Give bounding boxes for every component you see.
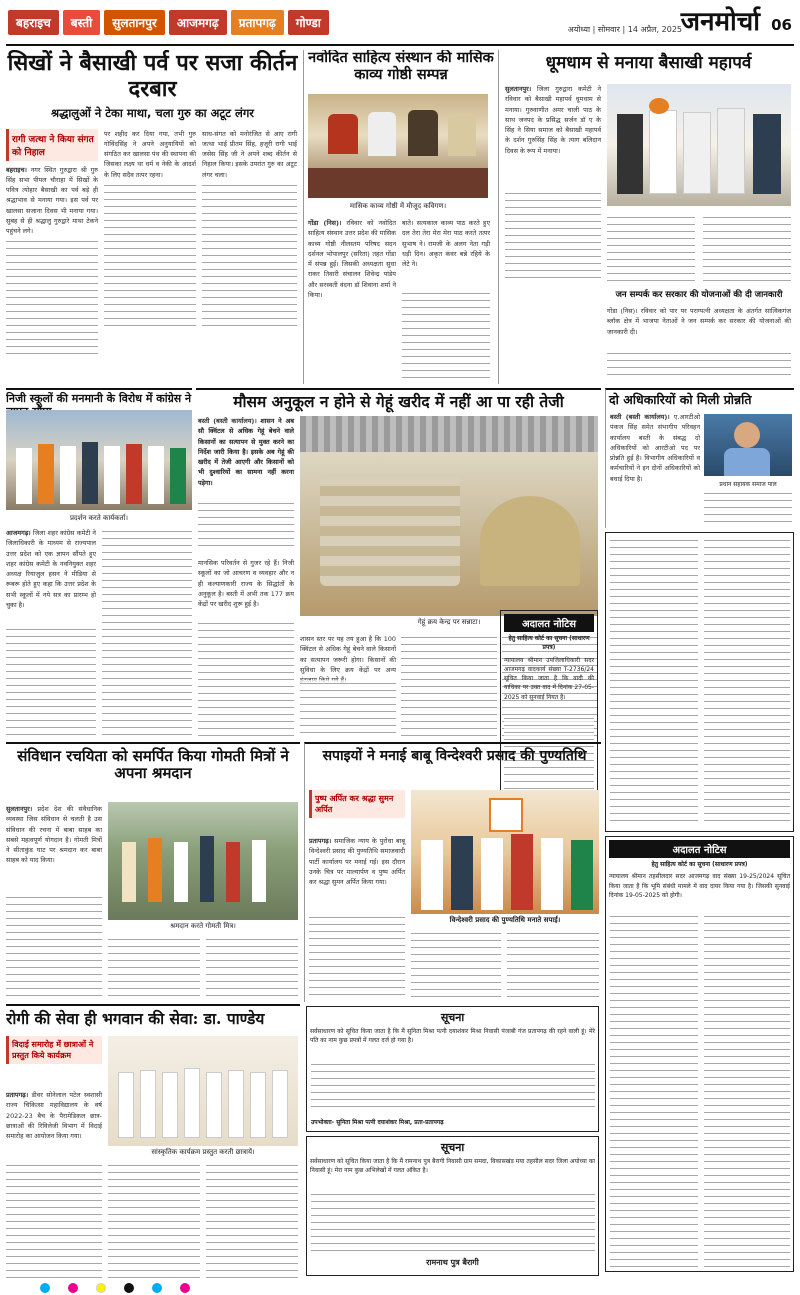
notice-subtitle: हेतु साहित्य कोर्ट का सूचना (साधारण प्रपत्र) xyxy=(508,635,590,652)
headline: रोगी की सेवा ही भगवान की सेवा: डा. पाण्डेय xyxy=(6,1009,265,1028)
photo-caption: प्रदर्शन करते कार्यकर्ता। xyxy=(69,514,129,522)
story-baisakhi-bahraich xyxy=(6,50,299,388)
body-paragraph: समाजिक न्याय के पुरोधा बाबू विन्देश्वरी प्रसाद की पुण्यतिथि समाजवादी पार्टी कार्यालय पर मनाई गई। इस दौरान उनके चित्र पर माल्यार्पण व पुष्प अर्पित कर श्रद्धा सुमन अर्पित किया गया। xyxy=(309,837,405,886)
dateline: सुलतानपुर। xyxy=(505,85,532,93)
body-text-placeholder xyxy=(607,350,791,380)
headline: धूमधाम से मनाया बैसाखी महापर्व xyxy=(545,53,752,73)
body-paragraph: रविवार को नवोदित साहित्य संस्थान उत्तर प्रदेश की मासिक काव्य गोष्ठी नीलस्तम परिषद सदन दर्शनल भोपालपुर (सरिता) तहत गोंडा में संपन्न हुई। जिसकी अध्यक्षता सुधा राकर तिवारी संचालन शिवेन्द्र पांडेय और सरस्वती वंदना डॉ शिवाना शर्मा ने किया। xyxy=(308,219,396,299)
farewell-photo xyxy=(108,1036,298,1146)
body-paragraph: जिला शहर कांग्रेस कमेटी ने जिलाधिकारी के माध्यम से राज्यपाल उत्तर प्रदेश को एक ज्ञापन सौंपते हुए शहर कांग्रेस कमेटी के नवनियुक्त शहर अध्यक्ष रियाजुल हसन ने मीडिया से रूबरू होते हुए कहा कि उत्तर प्रदेश के सभी स्कूलों में नये सत्र का प्रारम्भ हो चुका है। xyxy=(6,529,96,609)
tab-sultanpur[interactable]: सुलतानपुर xyxy=(104,10,165,35)
story-doctor-pandey xyxy=(6,1004,300,1279)
registration-dot xyxy=(68,1283,78,1293)
registration-dot xyxy=(124,1283,134,1293)
headline: मौसम अनुकूल न होने से गेहूं खरीद में नहीं आ पा रही तेजी xyxy=(233,392,564,411)
body-paragraph-3: साध-संगत को मनोरंजित से आए रागी जत्था भाई प्रीतम सिंह, हजूरी रागी भाई जसेस सिंह जी ने अपने शब्द कीर्तन से निहाल किया। इसके उपरांत गुरु का अटूट लंगर चला। xyxy=(202,129,297,179)
body-text-placeholder xyxy=(704,490,792,526)
photo-caption: प्रधान सहायक समाज पाल xyxy=(719,481,777,488)
body-text-placeholder xyxy=(108,936,200,998)
body-paragraph-2: बाते। सत्यकाल काव्य पाठ करते हुए दल तेरा तेरा मेरा मेरा पाठ करते तत्पर सुभाष ने। रामजी के अलग नेता गड़ी धड़ी दिन। अकृत कंवर बन्ने रहिये के लेटे ने। xyxy=(402,219,490,268)
tab-gonda[interactable]: गोण्डा xyxy=(288,10,329,35)
tab-bahraich[interactable]: बहराइच xyxy=(8,10,59,35)
headline: निजी स्कूलों की मनमानी के विरोध में कांग्रेस ने xyxy=(6,392,192,405)
court-notice-3 xyxy=(605,836,794,1272)
body-text-placeholder xyxy=(505,190,601,280)
dateline: सुलतानपुर। xyxy=(6,805,33,813)
brand-logo: जनमोर्चा xyxy=(680,7,761,37)
body-paragraph-2: मानसिक परिवर्तन से गुजर रहे हैं। निजी स्कूलों का जो आचरण व व्यवहार और न ही कल्याणकारी राज्य के सिद्धांतों के अनुकूल है। बस्ती में अभी तक 177 क्रय केंद्रों पर खरीद शुरू हुई है। xyxy=(198,559,294,608)
body-text-placeholder xyxy=(198,620,294,736)
dateline: प्रतापगढ़। xyxy=(6,1091,29,1099)
body-paragraph-2: पर शहीद कर दिया गया, तभी गुरु गोविंदसिंह ने अपने अनुयायियों को संगठित कर खालसा पंथ की स्थापना की जिसका लक्ष्य था धर्म व नेकी के आदर्श के लिए सदैव तत्पर रहना। xyxy=(104,129,196,179)
masthead xyxy=(0,0,800,46)
kicker xyxy=(6,129,98,161)
headline: सपाइयों ने मनाई बाबू विन्देश्वरी प्रसाद की पुण्यतिथि xyxy=(322,748,587,764)
date-line: अयोध्या | सोमवार | 14 अप्रैल, 2025 xyxy=(567,25,682,34)
kicker-text: रागी जत्था ने किया संगत को निहाल xyxy=(12,134,94,158)
dateline: बस्ती (बस्ती कार्यालय)। xyxy=(198,417,257,425)
body-text-placeholder xyxy=(311,1061,595,1111)
body-text-placeholder xyxy=(6,626,96,736)
registration-dot xyxy=(96,1283,106,1293)
body-paragraph: डीवर सोनेलाल पटेल स्वशासी राज्य चिकित्सा महाविद्यालय के वर्ष 2022-23 बैच के पैरामेडिकल छात्र-छात्राओं की रिविलेजी विभाग में विदाई समारोह का आयोजन किया गया। xyxy=(6,1091,102,1140)
tab-azamgarh[interactable]: आजमगढ़ xyxy=(169,10,227,35)
body-paragraph: ए.आरटीओ पंकज सिंह समेत संभागीय परिवहन कार्यालय बस्ती के संबद्ध दो अधिकारियों को आरटीओ पद पर प्रोन्नति हुई है। विभागीय अधिकारियों व कर्मचारियों ने इन दोनों अधिकारियों को बधाई दिया है। xyxy=(610,413,700,483)
story-baisakhi-sultanpur xyxy=(498,50,794,384)
body-text-placeholder xyxy=(703,214,791,284)
body-text-placeholder xyxy=(104,182,196,332)
body-text-placeholder xyxy=(6,1162,102,1278)
body-text-placeholder xyxy=(607,214,695,284)
body-paragraph-2: गोंडा (निस)। रविवार को पार पर पराग्पत्नी अध्यक्षता के अंतर्गत सात्विकगंज ब्लॉक क्षेत्र में भाजपा नेताओं ने जन सम्पर्क कर सरकार की योजनाओं की जानकारी दी। xyxy=(607,307,791,336)
photo-caption: मासिक काव्य गोष्ठी में मौजूद कविगण। xyxy=(349,202,447,210)
goshthi-photo xyxy=(308,94,488,198)
body-text-placeholder xyxy=(300,680,396,736)
body-text-placeholder xyxy=(206,1162,298,1278)
notice-title: अदालत नोटिस xyxy=(609,840,790,858)
section-tabs xyxy=(8,10,329,35)
body-text-placeholder xyxy=(507,930,599,1000)
notice-signature: रामनाथ पुत्र बैरागी xyxy=(426,1257,479,1267)
body-text-placeholder xyxy=(309,914,405,1000)
shramdaan-photo xyxy=(108,802,298,920)
tab-basti[interactable]: बस्ती xyxy=(63,10,100,35)
dateline: प्रतापगढ़। xyxy=(309,837,332,845)
kicker xyxy=(6,1036,102,1064)
headline: नवोदित साहित्य संस्थान की मासिक काव्य गोष्ठी सम्पन्न xyxy=(308,50,494,83)
protest-photo xyxy=(6,410,192,510)
subhead: श्रद्धालुओं ने टेका माथा, चला गुरु का अटूट लंगर xyxy=(50,105,255,120)
body-text-placeholder xyxy=(311,1191,595,1253)
body-text-placeholder xyxy=(6,238,98,358)
body-text-placeholder xyxy=(704,913,790,1267)
notice-body: सर्वसाधारण को सूचित किया जाता है कि मैं सुनिता मिश्रा पत्नी दयाशंकर मिश्रा निवासी पंजाबी गंज प्रतापगढ़ की रहने वाली हूं। मेरे पति का नाम कुछ प्रपत्रों में गलत दर्ज हो गया है। xyxy=(310,1028,595,1045)
body-text-placeholder xyxy=(402,290,490,380)
body-paragraph: प्रदेश देश की संवैधानिक व्यवस्था जिस संविधान से चलती है उस संविधान की रचना में बाबा साहब का सबसे महत्वपूर्ण योगदान है। गोमती मित्रों ने सीताकुंड घाट पर श्रमदान कर बाबा साहब को याद किया। xyxy=(6,805,102,865)
officer-photo xyxy=(704,414,792,476)
wheat-centre-photo xyxy=(300,416,598,616)
body-paragraph: शासन ने अब सौ क्विंटल से अधिक गेहूं बेचने वाले किसानों का सत्यापन से मुक्त करने का निर्देश जारी किया है। इसके अब गेहूं की खरीद में तेजी आएगी और किसानों को भी दुश्वारियों का सामना नहीं करना पड़ेगा। xyxy=(198,417,294,487)
body-text-placeholder xyxy=(610,913,698,1267)
notice-body: न्यायालय श्रीमान उपजिलाधिकारी सदर आजमगढ़ वादकार्य संख्या T-2736/24 सूचित किया जाता है कि वादी की याचिका पर उक्त वाद में दिनांक 27-05-2025 को सुनवाई नियत है। xyxy=(504,656,594,701)
headline: संविधान रचयिता को समर्पित किया गोमती मित्रों ने अपना श्रमदान xyxy=(17,747,289,783)
notice-title: सूचना xyxy=(440,1011,465,1024)
kicker-text: विदाई समारोह में छात्राओं ने प्रस्तुत किये कार्यक्रम xyxy=(12,1040,94,1060)
body-text-placeholder xyxy=(411,930,501,1000)
photo-caption: श्रमदान करते गोमती मित्र। xyxy=(170,922,236,930)
body-text-placeholder xyxy=(102,528,192,736)
body-text-placeholder xyxy=(401,634,497,736)
dateline: बस्ती (बस्ती कार्यालय)। xyxy=(610,413,670,421)
photo-caption: सांस्कृतिक कार्यक्रम प्रस्तुत करती छात्रायें। xyxy=(151,1148,255,1156)
story-gomti-mitra xyxy=(6,742,300,1000)
dateline: आजमगढ़। xyxy=(6,529,31,537)
header-rule xyxy=(6,44,794,46)
kicker-text: पुष्प अर्पित कर श्रद्धा सुमन अर्पित xyxy=(315,794,394,814)
body-text-placeholder xyxy=(198,500,294,550)
story-promotion xyxy=(605,388,794,528)
public-notice-1 xyxy=(306,1006,599,1132)
notice-title: अदालत नोटिस xyxy=(504,614,594,632)
tribute-photo xyxy=(411,790,599,914)
registration-dot xyxy=(152,1283,162,1293)
tab-pratapgarh[interactable]: प्रतापगढ़ xyxy=(231,10,284,35)
body-text-placeholder xyxy=(704,537,790,827)
body-paragraph: नगर स्थित गुरुद्वारा श्री गुरु सिंह सभा पीपल चौराहा में सिखों के पवित्र त्योहार बैसाखी का पर्व बड़े ही श्रद्धाभाव से मनाया गया। इस पर्व पर खालसा सजाना दिवस भी मनाया गया। सुबह से ही श्रद्धालु गुरुद्वारे माथा टेकने पहुंचने लगे। xyxy=(6,165,98,236)
headline: दो अधिकारियों को मिली प्रोन्नति xyxy=(609,392,752,407)
kicker xyxy=(309,790,405,818)
body-paragraph-3: शासन स्तर पर यह तय हुआ है कि 100 क्विंटल से अधिक गेहूं बेचने वाले किसानों का सत्यापन जरूरी होगा। किसानों की सुविधा के लिए क्रय केंद्रों पर अन्य xyxy=(300,635,396,674)
body-text-placeholder xyxy=(6,894,102,998)
brand xyxy=(681,2,792,38)
notice-body: सर्वसाधारण को सूचित किया जाता है कि मैं रामनाथ पुत्र बैरागी निवासी ग्राम समदा, विकासखंड मया तहसील सदर जिला अयोध्या का निवासी हूं। मेरा नाम कुछ अभिलेखों में गलत अंकित है। xyxy=(310,1158,595,1175)
headline: सिखों ने बैसाखी पर्व पर सजा कीर्तन दरबार xyxy=(7,50,298,103)
subhead: जन सम्पर्क कर सरकार की योजनाओं की दी जानकारी xyxy=(615,290,783,300)
notice-body: न्यायालय श्रीमान तहसीलदार सदर आजमगढ़ वाद संख्या 19-25/2024 सूचित किया जाता है कि भूमि संबंधी मामले में वाद दायर किया गया है। जिसकी सुनवाई दिनांक 19-05-2025 को होगी। xyxy=(609,873,790,899)
photo-caption: विन्देश्वरी प्रसाद की पुण्यतिथि मनाते सपाई। xyxy=(449,916,561,924)
story-vindeshwari-prasad xyxy=(304,742,601,1002)
registration-dot xyxy=(40,1283,50,1293)
dateline: गोंडा (निस)। xyxy=(308,219,342,227)
photo-caption: गेहूं क्रय केन्द्र पर सन्नाटा। xyxy=(417,618,481,626)
public-notice-2 xyxy=(306,1136,599,1276)
registration-dot xyxy=(180,1283,190,1293)
baisakhi-photo xyxy=(607,84,791,206)
story-congress-memo xyxy=(6,388,192,738)
court-notice-2 xyxy=(605,532,794,832)
story-kavya-goshthi xyxy=(303,50,494,384)
dateline: बहराइच। xyxy=(6,165,27,174)
body-paragraph: जिला गुरुद्वारा कमेटी ने रविवार को बैसाखी महापर्व धूमधाम से मनाया। गुरुवाणीत अमर चाली पाठ के साथ जनपद के प्रसिद्ध सर्जन डॉ ए के सिंह ने सिया समाज को बैसाखी महापर्व के दर्शन गुरुसिंह सिंह के त्याग बलिदान दिवस के रूप में मनाया। xyxy=(505,85,601,155)
body-text-placeholder xyxy=(206,936,298,998)
notice-subtitle: हेतु साहित्य कोर्ट का सूचना (साधारण प्रपत्र) xyxy=(651,861,748,868)
body-text-placeholder xyxy=(108,1162,200,1278)
page-number: 06 xyxy=(771,16,792,34)
body-text-placeholder xyxy=(610,537,698,827)
notice-title: सूचना xyxy=(440,1141,465,1154)
notice-signature: उपभोक्ता- सुनिता मिश्रा पत्नी दयाशंकर मिश्रा, प्रता-प्रतापगढ़ xyxy=(311,1118,444,1126)
print-registration-marks xyxy=(0,1281,800,1295)
body-text-placeholder xyxy=(202,182,297,332)
